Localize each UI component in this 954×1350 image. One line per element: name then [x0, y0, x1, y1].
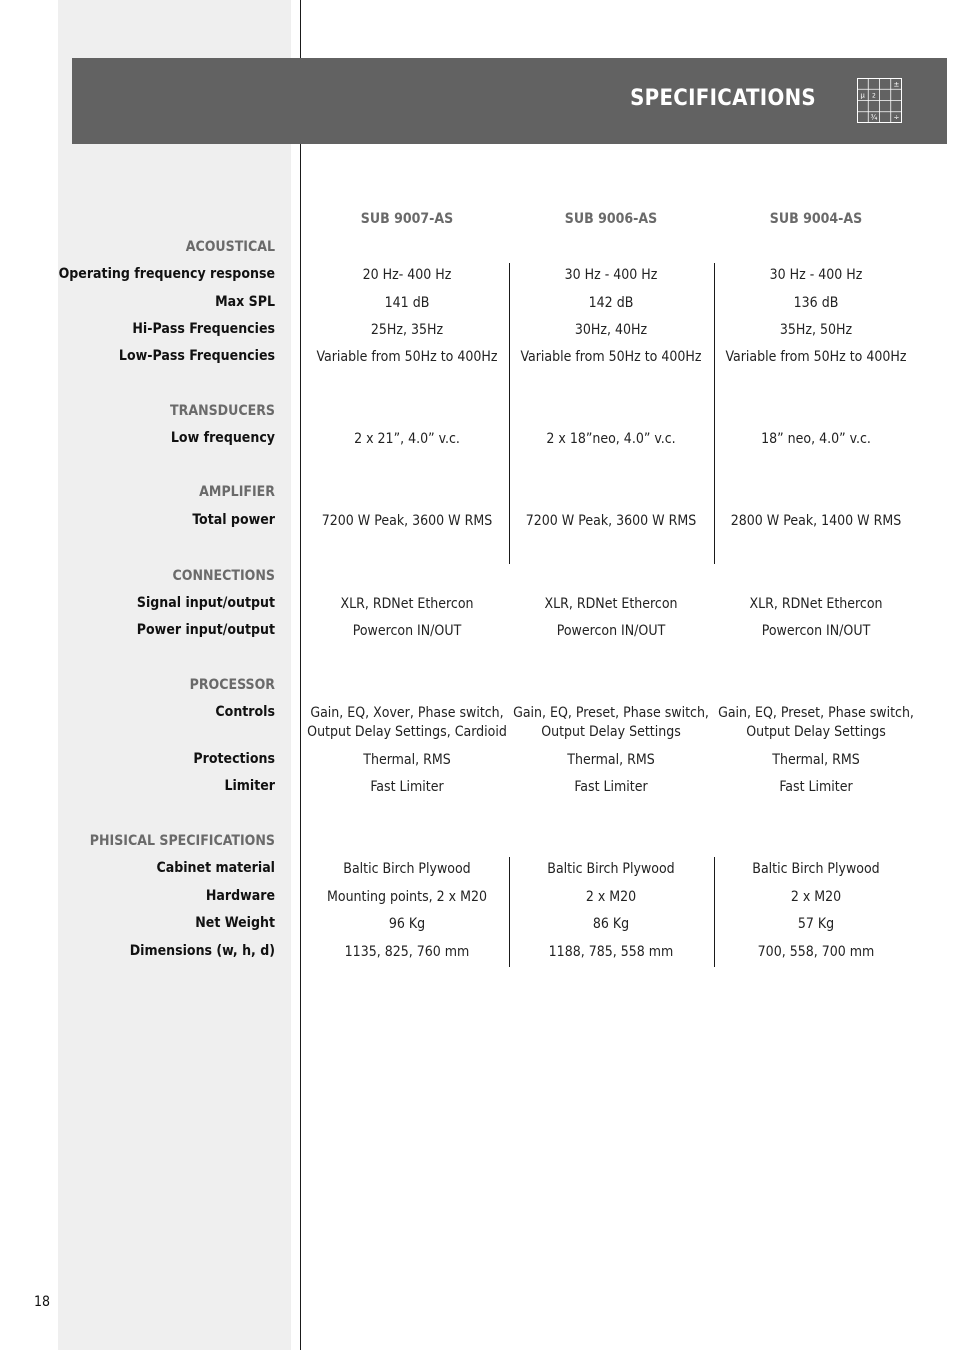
- row-label-power-io: Power input/output: [136, 622, 275, 638]
- spec-cell: Thermal, RMS: [567, 752, 655, 768]
- page-title: SPECIFICATIONS: [630, 86, 816, 111]
- spec-cell: 30 Hz - 400 Hz: [769, 267, 863, 283]
- spec-cell: 18” neo, 4.0” v.c.: [761, 431, 871, 447]
- spec-cell: 57 Kg: [797, 916, 835, 932]
- grid-cell-divide: ÷: [893, 113, 900, 122]
- spec-cell: 96 Kg: [388, 916, 426, 932]
- spec-cell: 7200 W Peak, 3600 W RMS: [525, 513, 697, 529]
- spec-cell: Baltic Birch Plywood: [752, 861, 880, 877]
- spec-cell: 136 dB: [793, 295, 839, 311]
- spec-cell: Baltic Birch Plywood: [547, 861, 675, 877]
- spec-cell: 1188, 785, 558 mm: [548, 944, 674, 960]
- section-amplifier: AMPLIFIER: [199, 484, 275, 500]
- row-label-hi-pass: Hi-Pass Frequencies: [132, 321, 275, 337]
- spec-cell: [716, 704, 916, 742]
- row-label-low-pass: Low-Pass Frequencies: [118, 348, 275, 364]
- column-heading-sub-9007: SUB 9007-AS: [360, 211, 454, 227]
- spec-cell: 7200 W Peak, 3600 W RMS: [321, 513, 493, 529]
- section-processor: PROCESSOR: [189, 677, 275, 693]
- spec-cell: XLR, RDNet Ethercon: [749, 596, 883, 612]
- row-label-controls: Controls: [215, 704, 275, 720]
- spec-cell: Variable from 50Hz to 400Hz: [520, 349, 702, 365]
- row-label-hardware: Hardware: [205, 888, 275, 904]
- spec-cell: Fast Limiter: [779, 779, 853, 795]
- spec-cell: 35Hz, 50Hz: [779, 322, 853, 338]
- row-label-dimensions: Dimensions (w, h, d): [129, 943, 275, 959]
- spec-cell: 2 x 18”neo, 4.0” v.c.: [546, 431, 676, 447]
- header-band: [72, 58, 947, 144]
- spec-cell: Mounting points, 2 x M20: [327, 889, 487, 905]
- section-physical-specifications: PHISICAL SPECIFICATIONS: [89, 833, 275, 849]
- column-separator: [714, 263, 715, 564]
- spec-cell: Thermal, RMS: [363, 752, 451, 768]
- spec-cell: XLR, RDNet Ethercon: [340, 596, 474, 612]
- spec-cell-line: Output Delay Settings: [746, 724, 886, 740]
- section-transducers: TRANSDUCERS: [170, 403, 275, 419]
- spec-cell: Variable from 50Hz to 400Hz: [316, 349, 498, 365]
- spec-cell: 86 Kg: [592, 916, 630, 932]
- spec-cell: 141 dB: [384, 295, 430, 311]
- page-number: 18: [34, 1294, 51, 1310]
- column-heading-sub-9006: SUB 9006-AS: [564, 211, 658, 227]
- spec-cell: 142 dB: [588, 295, 634, 311]
- spec-cell-line: Output Delay Settings, Cardioid: [307, 724, 507, 740]
- row-label-operating-frequency: Operating frequency response: [58, 266, 275, 282]
- spec-cell-line: Gain, EQ, Preset, Phase switch,: [718, 705, 914, 721]
- column-separator: [509, 857, 510, 967]
- spec-cell: Baltic Birch Plywood: [343, 861, 471, 877]
- spec-cell: 700, 558, 700 mm: [757, 944, 875, 960]
- spec-cell: 30Hz, 40Hz: [574, 322, 648, 338]
- row-label-low-frequency: Low frequency: [170, 430, 275, 446]
- section-acoustical: ACOUSTICAL: [185, 239, 275, 255]
- sidebar-background: [58, 0, 291, 1350]
- spec-cell: XLR, RDNet Ethercon: [544, 596, 678, 612]
- grid-logo-icon: [857, 78, 902, 123]
- row-label-cabinet-material: Cabinet material: [156, 860, 275, 876]
- column-heading-sub-9004: SUB 9004-AS: [769, 211, 863, 227]
- spec-cell-line: Gain, EQ, Xover, Phase switch,: [310, 705, 504, 721]
- spec-cell: 2800 W Peak, 1400 W RMS: [730, 513, 902, 529]
- row-label-total-power: Total power: [192, 512, 275, 528]
- spec-cell: Powercon IN/OUT: [761, 623, 871, 639]
- grid-cell-mu: µ: [860, 91, 865, 100]
- spec-cell: 20 Hz- 400 Hz: [362, 267, 452, 283]
- column-separator: [714, 857, 715, 967]
- spec-cell-line: Gain, EQ, Preset, Phase switch,: [513, 705, 709, 721]
- spec-cell: 2 x 21”, 4.0” v.c.: [354, 431, 460, 447]
- spec-cell: Fast Limiter: [574, 779, 648, 795]
- spec-cell: 2 x M20: [585, 889, 637, 905]
- row-label-protections: Protections: [193, 751, 275, 767]
- spec-cell: 1135, 825, 760 mm: [344, 944, 470, 960]
- row-label-signal-io: Signal input/output: [136, 595, 275, 611]
- spec-cell: Fast Limiter: [370, 779, 444, 795]
- spec-cell: Powercon IN/OUT: [352, 623, 462, 639]
- spec-cell-line: Output Delay Settings: [541, 724, 681, 740]
- row-label-limiter: Limiter: [224, 778, 275, 794]
- spec-cell: 25Hz, 35Hz: [370, 322, 444, 338]
- grid-cell-plusminus: ±: [893, 80, 900, 89]
- row-label-net-weight: Net Weight: [195, 915, 275, 931]
- grid-cell-three-quarters: ¾: [870, 113, 878, 122]
- column-separator: [509, 263, 510, 564]
- spec-cell: [307, 704, 507, 742]
- spec-cell: Thermal, RMS: [772, 752, 860, 768]
- row-label-max-spl: Max SPL: [215, 294, 275, 310]
- section-connections: CONNECTIONS: [172, 568, 275, 584]
- spec-cell: [511, 704, 711, 742]
- main-divider-line: [300, 0, 301, 1350]
- spec-cell: Variable from 50Hz to 400Hz: [725, 349, 907, 365]
- grid-cell-two: 2: [871, 92, 876, 100]
- spec-cell: 30 Hz - 400 Hz: [564, 267, 658, 283]
- spec-cell: 2 x M20: [790, 889, 842, 905]
- spec-cell: Powercon IN/OUT: [556, 623, 666, 639]
